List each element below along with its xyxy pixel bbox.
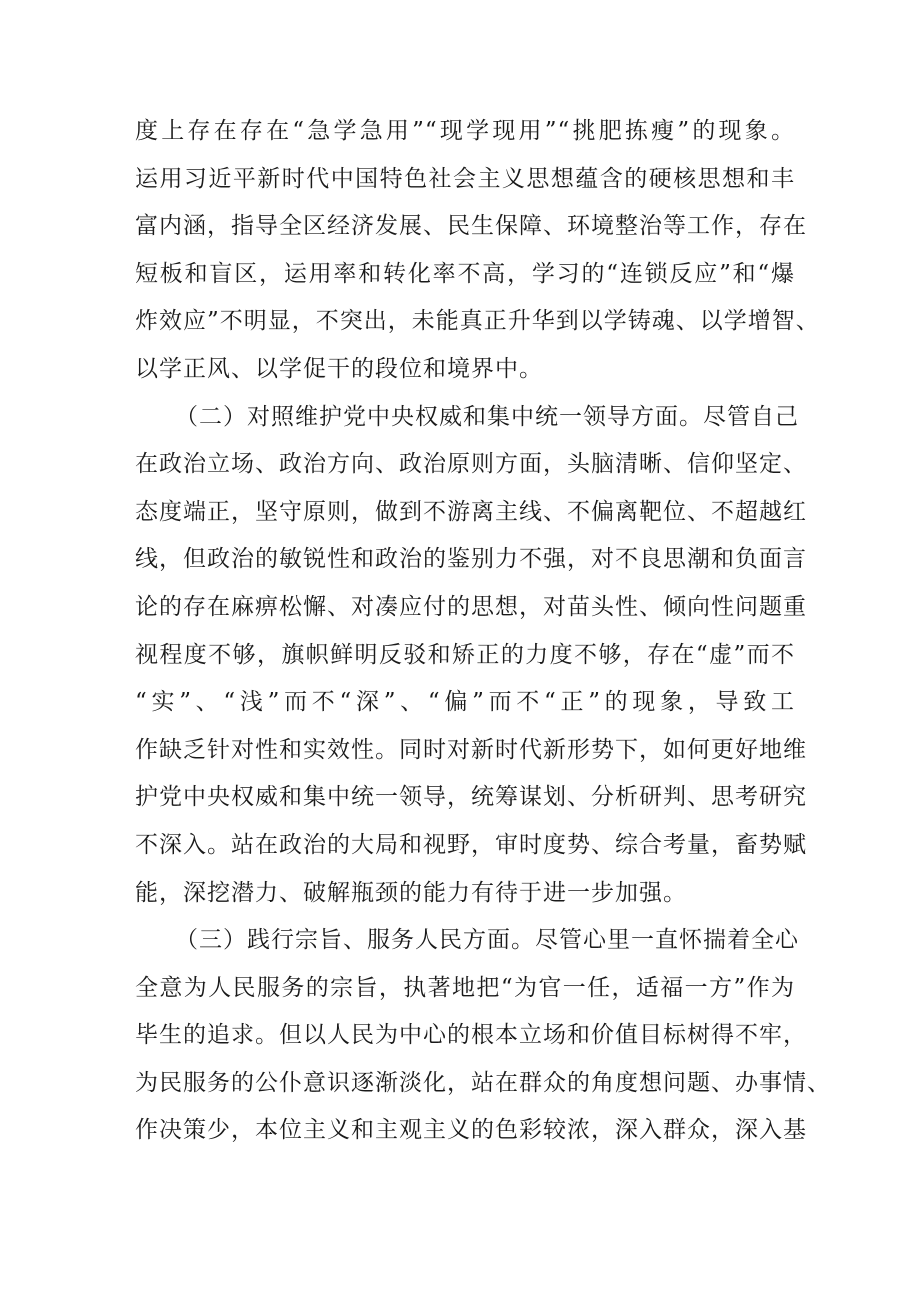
text-line: 炸效应”不明显，不突出，未能真正升华到以学铸魂、以学增智、 bbox=[135, 308, 820, 335]
text-line: 线，但政治的敏锐性和政治的鉴别力不强，对不良思潮和负面言 bbox=[135, 546, 807, 573]
text-line: 毕生的追求。但以人民为中心的根本立场和价值目标树得不牢， bbox=[135, 1022, 807, 1049]
text-line: 能，深挖潜力、破解瓶颈的能力有待于进一步加强。 bbox=[135, 879, 687, 906]
text-line: 以学正风、以学促干的段位和境界中。 bbox=[135, 355, 543, 382]
text-line: 作缺乏针对性和实效性。同时对新时代新形势下，如何更好地维 bbox=[135, 736, 807, 763]
text-line: “实”、“浅”而不“深”、“偏”而不“正”的现象，导致工 bbox=[135, 689, 795, 716]
text-line: 不深入。站在政治的大局和视野，审时度势、综合考量，畜势赋 bbox=[135, 831, 807, 858]
text-line: 态度端正，坚守原则，做到不游离主线、不偏离靶位、不超越红 bbox=[135, 498, 807, 525]
text-line: 视程度不够，旗帜鲜明反驳和矫正的力度不够，存在“虚”而不 bbox=[135, 641, 795, 668]
text-line: 作决策少，本位主义和主观主义的色彩较浓，深入群众，深入基 bbox=[135, 1117, 807, 1144]
text-line: 富内涵，指导全区经济发展、民生保障、环境整治等工作，存在 bbox=[135, 213, 807, 240]
text-line: 运用习近平新时代中国特色社会主义思想蕴含的硬核思想和丰 bbox=[135, 165, 795, 192]
text-line: 在政治立场、政治方向、政治原则方面，头脑清晰、信仰坚定、 bbox=[135, 451, 807, 478]
section-heading-line: （三）践行宗旨、服务人民方面。尽管心里一直怀揣着全心 bbox=[175, 927, 799, 954]
text-line: 全意为人民服务的宗旨，执著地把“为官一任，适福一方”作为 bbox=[135, 974, 795, 1001]
text-line: 度上存在存在“急学急用”“现学现用”“挑肥拣瘦”的现象。 bbox=[135, 118, 795, 144]
text-line: 短板和盲区，运用率和转化率不高，学习的“连锁反应”和“爆 bbox=[135, 260, 795, 287]
section-heading-line: （二）对照维护党中央权威和集中统一领导方面。尽管自己 bbox=[175, 403, 799, 430]
body-text bbox=[135, 108, 831, 1155]
text-line: 护党中央权威和集中统一领导，统筹谋划、分析研判、思考研究 bbox=[135, 784, 807, 811]
text-line: 论的存在麻痹松懈、对凑应付的思想，对苗头性、倾向性问题重 bbox=[135, 593, 807, 620]
text-line: 为民服务的公仆意识逐渐淡化，站在群众的角度想问题、办事情、 bbox=[135, 1069, 831, 1096]
